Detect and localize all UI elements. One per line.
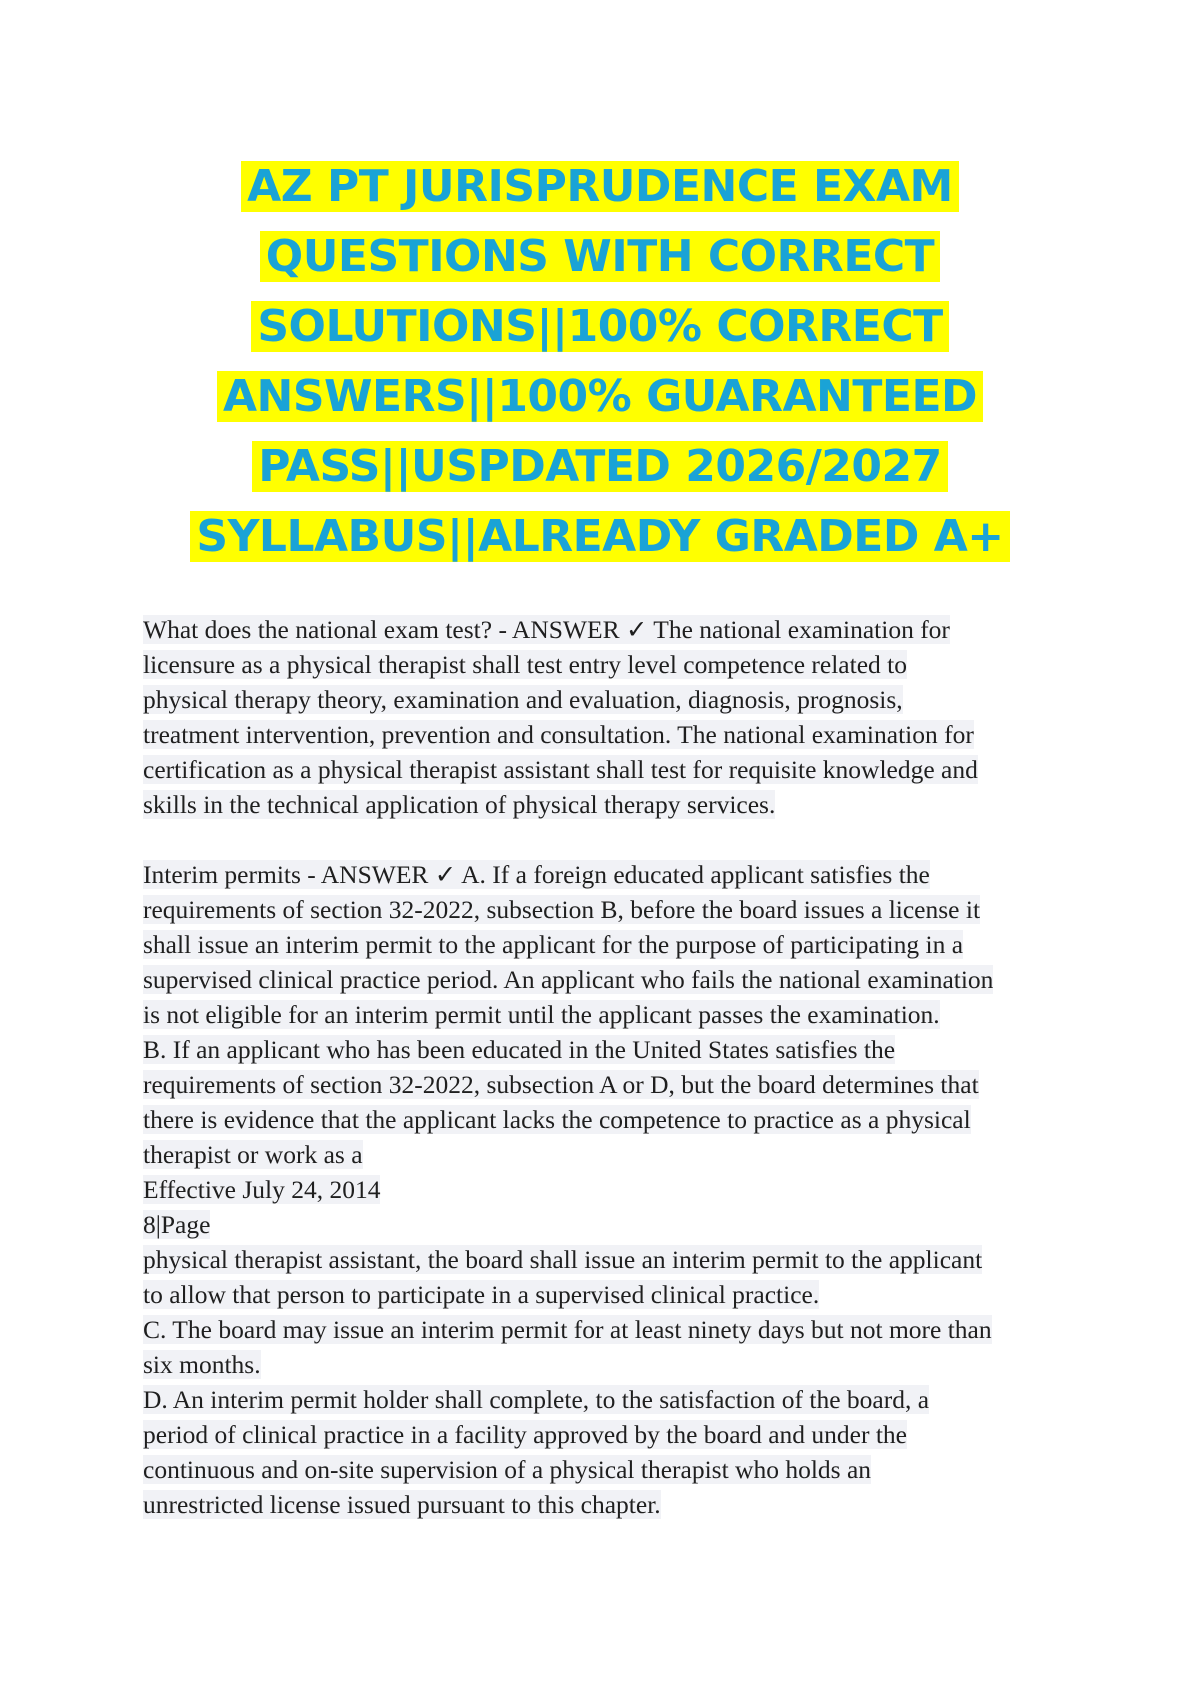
text-line: skills in the technical application of physical therapy services.: [143, 790, 776, 819]
text-line: D. An interim permit holder shall complete, to the satisfaction of the board, a: [143, 1385, 930, 1414]
text-line: physical therapy theory, examination and evaluation, diagnosis, prognosis,: [143, 685, 903, 714]
text-line: treatment intervention, prevention and consultation. The national examination for: [143, 720, 974, 749]
question-interim-permits: [143, 857, 1073, 1522]
text-line: there is evidence that the applicant lacks the competence to practice as a physical: [143, 1105, 971, 1134]
text-line: continuous and on-site supervision of a physical therapist who holds an: [143, 1455, 872, 1484]
paragraph-gap: [143, 822, 1073, 857]
effective-date: Effective July 24, 2014: [143, 1175, 381, 1204]
text-line: period of clinical practice in a facility approved by the board and under the: [143, 1420, 907, 1449]
text-line: is not eligible for an interim permit until the applicant passes the examination.: [143, 1000, 940, 1029]
text-line: supervised clinical practice period. An applicant who fails the national examination: [143, 965, 994, 994]
text-line: physical therapist assistant, the board shall issue an interim permit to the applicant: [143, 1245, 983, 1274]
text-line: B. If an applicant who has been educated in the United States satisfies the: [143, 1035, 896, 1064]
title-line: SOLUTIONS||100% CORRECT: [140, 292, 1060, 362]
text-line: requirements of section 32-2022, subsection B, before the board issues a license it: [143, 895, 981, 924]
document-title: [140, 152, 1060, 572]
text-line: unrestricted license issued pursuant to this chapter.: [143, 1490, 661, 1519]
text-line: shall issue an interim permit to the applicant for the purpose of participating in a: [143, 930, 964, 959]
text-line: Interim permits - ANSWER ✓ A. If a foreign educated applicant satisfies the: [143, 860, 930, 889]
title-line: PASS||USPDATED 2026/2027: [140, 432, 1060, 502]
page-number: 8|Page: [143, 1210, 211, 1239]
document-body: [143, 612, 1073, 1522]
question-national-exam: [143, 612, 1073, 822]
text-line: six months.: [143, 1350, 261, 1379]
text-line: C. The board may issue an interim permit for at least ninety days but not more than: [143, 1315, 992, 1344]
title-line: ANSWERS||100% GUARANTEED: [140, 362, 1060, 432]
text-line: licensure as a physical therapist shall test entry level competence related to: [143, 650, 907, 679]
title-line: SYLLABUS||ALREADY GRADED A+: [140, 502, 1060, 572]
title-line: AZ PT JURISPRUDENCE EXAM: [140, 152, 1060, 222]
title-line: QUESTIONS WITH CORRECT: [140, 222, 1060, 292]
text-line: requirements of section 32-2022, subsection A or D, but the board determines that: [143, 1070, 979, 1099]
text-line: What does the national exam test? - ANSWER ✓ The national examination for: [143, 615, 950, 644]
text-line: therapist or work as a: [143, 1140, 363, 1169]
text-line: to allow that person to participate in a supervised clinical practice.: [143, 1280, 820, 1309]
text-line: certification as a physical therapist assistant shall test for requisite knowledge and: [143, 755, 978, 784]
